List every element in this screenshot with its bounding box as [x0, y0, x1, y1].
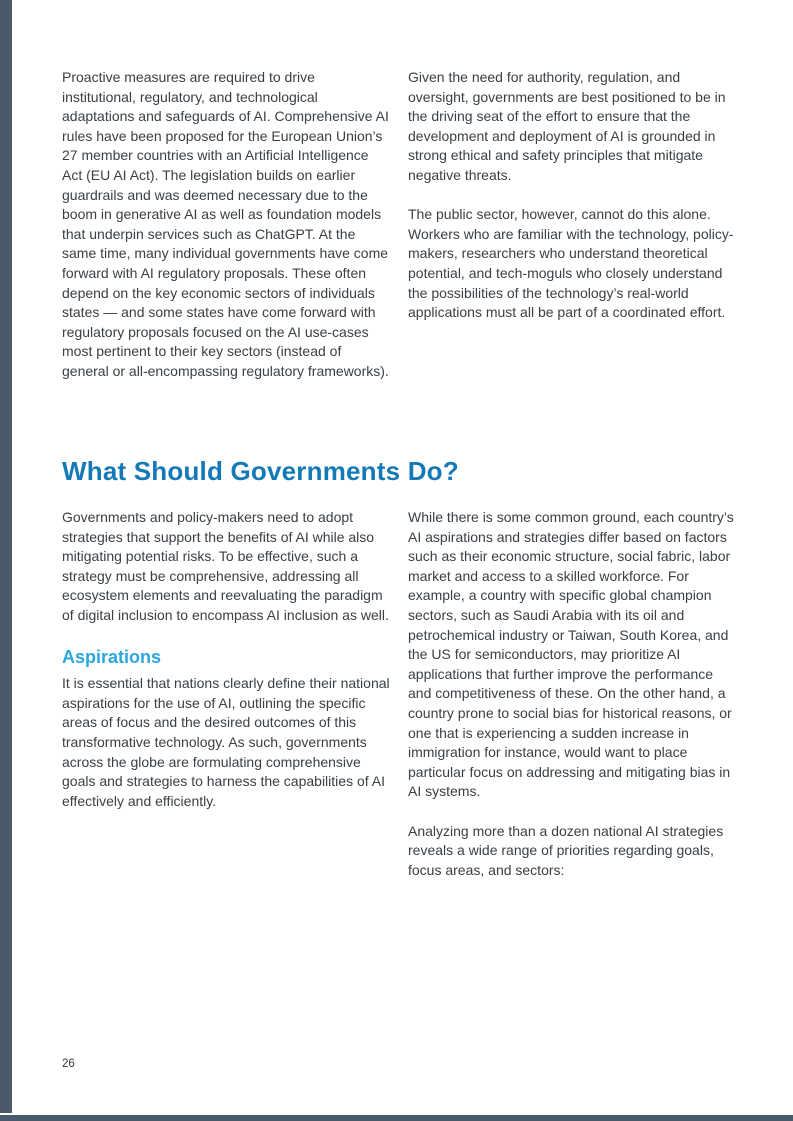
- aspirations-subheading: Aspirations: [62, 647, 162, 668]
- left-edge-accent-bar: [0, 0, 12, 1113]
- bottom-edge-accent-bar: [0, 1115, 793, 1121]
- intro-left-column: [62, 68, 391, 455]
- intro-right-column: [408, 68, 737, 455]
- section-right-paragraph-2: Analyzing more than a dozen national AI strategies reveals a wide range of priorities regarding goals, focus areas, and sectors:: [408, 822, 724, 878]
- section-title: What Should Governments Do?: [62, 456, 459, 486]
- section-right-column: [408, 508, 737, 880]
- intro-right-paragraph-1: Given the need for authority, regulation, and oversight, governments are best positioned to be in the driving seat of the effort to ensure that the development and deployment of AI is grounded in strong ethical and safety principles that mitigate negative threats.: [408, 69, 726, 183]
- section-left-paragraph-2: It is essential that nations clearly define their national aspirations for the use of AI, outlining the specific areas of focus and the desired outcomes of this transformative technology. As such, governments across the globe are formulating comprehensive goals and strategies to harness the capabilities of AI effectively and efficiently.: [62, 675, 390, 809]
- intro-right-paragraph-2: The public sector, however, cannot do this alone. Workers who are familiar with the technology, policy-makers, researchers who understand theoretical potential, and tech-moguls who closely understand the possibilities of the technology’s real-world applications must all be part of a coordinated effort.: [408, 206, 734, 321]
- intro-left-paragraph: Proactive measures are required to drive institutional, regulatory, and technological adaptations and safeguards of AI. Comprehensive AI rules have been proposed for the European Union’s 27 member countries with an Artificial Intelligence Act (EU AI Act). The legislation builds on earlier guardrails and was deemed necessary due to the boom in generative AI as well as foundation models that underpin services such as ChatGPT. At the same time, many individual governments have come forward with AI regulatory proposals. These often depend on the key economic sectors of individuals states — and some states have come forward with regulatory proposals focused on the AI use-cases most pertinent to their key sectors (instead of general or all-encompassing regulatory frameworks).: [62, 69, 389, 379]
- section-left-column: [62, 508, 391, 880]
- page-number: 26: [62, 1058, 75, 1070]
- page-content: [62, 68, 737, 880]
- section-body: [62, 508, 737, 880]
- section-right-paragraph-1: While there is some common ground, each country’s AI aspirations and strategies differ based on factors such as their economic structure, social fabric, labor market and access to a skilled workforce. For example, a country with specific global champion sectors, such as Saudi Arabia with its oil and petrochemical industry or Taiwan, South Korea, and the US for semiconductors, may prioritize AI applications that further improve the performance and competitiveness of these. On the other hand, a country prone to social bias for historical reasons, or one that is experiencing a sudden increase in immigration for instance, would want to place particular focus on addressing and mitigating bias in AI systems.: [408, 509, 734, 800]
- section-left-paragraph-1: Governments and policy-makers need to adopt strategies that support the benefits of AI while also mitigating potential risks. To be effective, such a strategy must be comprehensive, addressing all ecosystem elements and reevaluating the paradigm of digital inclusion to encompass AI inclusion as well.: [62, 509, 389, 623]
- intro-section: [62, 68, 737, 455]
